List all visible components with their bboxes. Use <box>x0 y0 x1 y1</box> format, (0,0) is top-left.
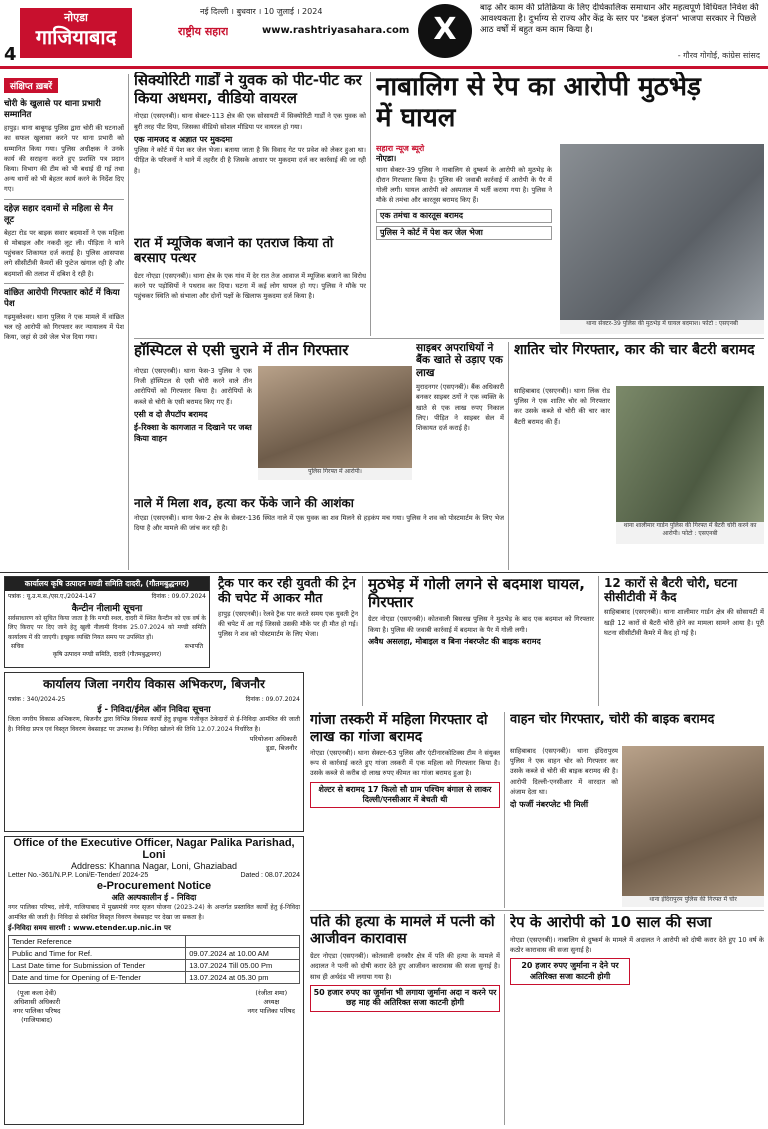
headline: ट्रैक पार कर रही युवती की ट्रेन की चपेट में आकर मौत <box>218 576 356 605</box>
subhead: ई-रिक्शा के कागजात न दिखाने पर जब्त किया वाहन <box>134 423 252 443</box>
column-rule <box>504 712 505 908</box>
headline: गांजा तस्करी में महिला गिरफ्तार दो लाख का गांजा बरामद <box>310 712 488 745</box>
row-divider <box>0 572 768 573</box>
story-rape-encounter <box>376 72 764 336</box>
edition-line2: गाजियाबाद <box>35 25 117 49</box>
story-text: नोएडा (एसएनबी)। थाना फेस-2 क्षेत्र के सेक्टर-136 स्थित नाले में एक युवक का शव मिलने से हड़कंप मच गया। पुलिस ने शव को पोस्टमार्टम के लिए भेज दिया है और मामले की जांच कर रही है। <box>134 514 504 533</box>
quote-text: बाढ़ और काम की प्रतिक्रिया के लिए दीर्घकालिक समाधान और महत्वपूर्ण विधिवत निवेश की आवश्यकता है। दुर्भाग्य से राज्य और केंद्र के स्तर पर 'डबल इंजन' भाजपा सरकार ने पिछले आठ वर्षों में बहुत कम काम किया है। <box>480 3 759 36</box>
arrest-photo <box>258 366 412 468</box>
notice-sign-left: (पूजा कला देवी) अधिशासी अधिकारी नगर पालिका परिषद (गाजियाबाद) <box>13 989 61 1025</box>
tender-cell <box>186 936 300 948</box>
tender-cell: Tender Reference <box>9 936 186 948</box>
thief-photo <box>616 386 764 522</box>
notice-text: नगर पालिका परिषद, लोनी, गाजियाबाद में मुख्यमंत्री नगर सृजन योजना (2023-24) के अन्तर्गत प्रस्तावित कार्यों हेतु ई-निविदा आमंत्रित की जाती है। निविदा से संबंधित विस्तृत विवरण वेबसाइट पर देखा जा सकता है। <box>8 904 300 921</box>
encounter-photo <box>560 144 764 320</box>
story-10-years <box>510 914 764 1125</box>
photo-caption: थाना इंदिरापुरम पुलिस की गिरफ्त में चोर <box>622 896 764 907</box>
story-encounter2 <box>368 576 594 706</box>
headline: वाहन चोर गिरफ्तार, चोरी की बाइक बरामद <box>510 712 715 727</box>
story-body <box>376 144 552 240</box>
row-divider <box>310 910 764 911</box>
notice-text: जिला नगरीय विकास अभिकरण, बिजनौर द्वारा विभिन्न विकास कार्यों हेतु इच्छुक पंजीकृत ठेकेदारों से ई-निविदा आमंत्रित की जाती है। निविदा प्रपत्र एवं विस्तृत विवरण वेबसाइट पर उपलब्ध है। निविदा खोलने की तिथि 12.07.2024 निर्धारित है। <box>8 716 300 733</box>
divider <box>4 199 124 200</box>
notice-date: दिनांक : 09.07.2024 <box>245 696 300 703</box>
story-wife <box>310 914 500 1125</box>
masthead-divider <box>0 66 768 69</box>
story-drain <box>134 496 504 570</box>
notice-header: कार्यालय जिला नगरीय विकास अभिकरण, बिजनौर <box>43 677 265 691</box>
tender-cell: Last Date time for Submission of Tender <box>9 960 186 972</box>
story-text: नोएडा (एसएनबी)। थाना सेक्टर-113 क्षेत्र की एक सोसायटी में सिक्योरिटी गार्डों ने एक युवक को बुरी तरह पीट दिया, जिसका वीडियो सोशल मीडिया पर वायरल हो गया। <box>134 112 366 131</box>
notice-sign-right: (रंजीता शमा) अध्यक्ष नगर पालिका परिषद <box>247 989 295 1016</box>
highlight-box: 50 हजार रुपए का जुर्माना भी लगाया जुर्माना अदा न करने पर छह माह की अतिरिक्त सजा काटनी होगी <box>310 985 500 1012</box>
notice-ref: पत्रांक : यू.उ.म.स./एस.ए./2024-147 <box>8 593 97 600</box>
story-hospital <box>134 342 412 492</box>
headline: हॉस्पिटल से एसी चुराने में तीन गिरफ्तार <box>134 342 349 359</box>
story-text: ग्रेटर नोएडा (एसएनबी)। कोतवाली बिसरख पुलिस ने मुठभेड़ के बाद एक बदमाश को गिरफ्तार किया है। पुलिस की जवाबी कार्रवाई में बदमाश के पैर में गोली लगी। <box>368 615 594 634</box>
brand-logo: राष्ट्रीय सहारा <box>178 25 229 38</box>
photo-caption: पुलिस गिरफ्त में आरोपी। <box>258 468 412 480</box>
brief-headline: चोरी के खुलासे पर थाना प्रभारी सम्मानित <box>4 99 101 121</box>
story-text: मुरादनगर (एसएनबी)। बैंक अधिकारी बनकर साइबर ठगों ने एक व्यक्ति के खाते से एक लाख रुपए निकाल लिए। पीड़ित ने साइबर सेल में शिकायत दर्ज कराई है। <box>416 383 504 432</box>
brief-text: हापुड़। थाना बाबूगढ़ पुलिस द्वारा चोरी की घटनाओं का सफल खुलासा करने पर थाना प्रभारी को सम्मानित किया गया। पुलिस अधीक्षक ने उनके कार्य की सराहना करते हुए प्रशस्ति पत्र प्रदान किया। विभाग की टीम को भी बधाई दी गई तथा अन्य थानों को भी बेहतर कार्य करने के निर्देश दिए गए। <box>4 124 124 194</box>
story-body <box>134 366 252 444</box>
bijnor-notice <box>4 672 304 832</box>
story-text: पुलिस ने कोर्ट में पेश कर जेल भेजा। बताया जाता है कि विवाद गेट पर प्रवेश को लेकर हुआ था। पीड़ित के परिजनों ने थाने में तहरीर दी है जिसके आधार पर मुकदमा दर्ज कर कार्रवाई की जा रही है। <box>134 146 366 175</box>
subhead: एक नामजद व अज्ञात पर मुकदमा <box>134 134 233 144</box>
story-text: ग्रेटर नोएडा (एसएनबी)। थाना क्षेत्र के एक गांव में देर रात तेज आवाज में म्यूजिक बजाने का विरोध करने पर पड़ोसियों ने पथराव कर दिया। घटना में कई लोग घायल हो गए। पुलिस ने मौके पर पहुंचकर स्थिति को संभाला और दोनों पक्षों के खिलाफ मुकदमा दर्ज किया है। <box>134 271 366 301</box>
briefs-tag: संक्षिप्त ख़बरें <box>4 78 58 93</box>
notice-date: दिनांक : 09.07.2024 <box>151 593 206 600</box>
story-bike <box>510 712 764 908</box>
notice-sign: परियोजना अधिकारी <box>249 735 297 744</box>
website-link[interactable]: www.rashtriyasahara.com <box>262 25 410 36</box>
brief-text: बेहटा रोड पर बाइक सवार बदमाशों ने एक महिला से मोबाइल और नकदी लूट ली। पीड़िता ने थाने पहुंचकर शिकायत दर्ज कराई है। पुलिस आसपास लगे सीसीटीवी कैमरों की फुटेज खंगाल रही है और बदमाशों की तलाश में दबिश दे रही है। <box>4 228 124 278</box>
briefs-column <box>4 74 124 570</box>
tender-table <box>8 935 300 984</box>
subhead: दो फर्जी नंबरप्लेट भी मिलीं <box>510 800 589 810</box>
story-car-battery <box>514 342 764 570</box>
headline: नाले में मिला शव, हत्या कर फेंके जाने की आशंका <box>134 496 354 510</box>
quote-author: - गौरव गोगोई, कांग्रेस सांसद <box>677 51 760 60</box>
tender-cell: 13.07.2024 at 05.30 pm <box>186 972 300 984</box>
story-text: ग्रेटर नोएडा (एसएनबी)। कोतवाली दनकौर क्षेत्र में पति की हत्या के मामले में अदालत ने पत्नी को दोषी करार देते हुए आजीवन कारावास की सजा सुनाई है। साथ ही अर्थदंड भी लगाया गया है। <box>310 952 500 981</box>
column-rule <box>370 72 371 336</box>
subhead: एसी व दो लैपटॉप बरामद <box>134 409 208 419</box>
story-music <box>134 236 366 336</box>
notice-title: e-Procurement Notice <box>96 880 212 892</box>
thief-photo <box>622 746 764 896</box>
photo-caption: थाना शालीमार गार्डन पुलिस की गिरफ्त में बैटरी चोरी करने का आरोपी। फोटो : एसएनबी <box>616 522 764 544</box>
story-text: थाना सेक्टर-39 पुलिस ने नाबालिग से दुष्कर्म के आरोपी को मुठभेड़ के दौरान गिरफ्तार किया है। पुलिस की जवाबी कार्रवाई में आरोपी के पैर में गोली लगी। घायल आरोपी को अस्पताल में भर्ती कराया गया है। पुलिस ने मौके से तमंचा और कारतूस बरामद किए हैं। <box>376 165 552 205</box>
notice-title: ई - निविदा/ईमेल ऑन निविदा सूचना <box>97 705 211 715</box>
column-rule <box>508 342 509 570</box>
headline: नाबालिग से रेप का आरोपी मुठभेड़ में घायल <box>376 72 701 134</box>
divider <box>4 283 124 284</box>
story-text: साहिबाबाद (एसएनबी)। थाना शालीमार गार्डन क्षेत्र की सोसायटी में खड़ी 12 कारों से बैटरी चोरी होने का मामला सामने आया है। पूरी घटना सीसीटीवी कैमरे में कैद हो गई है। <box>604 608 764 637</box>
tender-row <box>9 972 300 984</box>
notice-sign: सचिव <box>11 642 24 650</box>
dateline: नई दिल्ली । बुधवार । 10 जुलाई । 2024 <box>200 7 323 16</box>
story-ganja <box>310 712 500 908</box>
story-text: हापुड़ (एसएनबी)। रेलवे ट्रैक पार करते समय एक युवती ट्रेन की चपेट में आ गई जिससे उसकी मौके पर ही मौत हो गई। पुलिस ने शव को पोस्टमार्टम के लिए भेजा। <box>218 609 358 638</box>
headline: मुठभेड़ में गोली लगने से बदमाश घायल, गिरफ्तार <box>368 576 585 611</box>
tender-cell: Public and Time for Ref. <box>9 948 186 960</box>
headline: रात में म्यूजिक बजाने का एतराज किया तो बरसाए पत्थर <box>134 236 334 267</box>
brief-headline: वांछित आरोपी गिरफ्तार कोर्ट में किया पेश <box>4 287 120 309</box>
notice-ref: Letter No.-361/N.P.P. Loni/E-Tender/ 2024-25 <box>8 872 149 879</box>
story-text: साहिबाबाद (एसएनबी)। थाना इंदिरापुरम पुलिस ने एक वाहन चोर को गिरफ्तार कर उसके कब्जे से चोरी की बाइक बरामद की है। आरोपी दिल्ली-एनसीआर में वारदात को अंजाम देता था। <box>510 747 618 796</box>
story-body <box>514 386 610 427</box>
story-12-cars <box>604 576 764 706</box>
notice-text: सर्वसाधारण को सूचित किया जाता है कि मण्डी स्थल, दादरी में स्थित कैन्टीन को एक वर्ष के लिए किराए पर दिए जाने हेतु खुली नीलामी दिनांक 25.07.2024 को मण्डी समिति कार्यालय में की जाएगी। इच्छुक व्यक्ति नियत समय पर उपस्थित हों। <box>8 615 206 641</box>
column-rule <box>504 914 505 1125</box>
story-text: नोएडा (एसएनबी)। थाना सेक्टर-63 पुलिस और एंटीनारकोटिक्स टीम ने संयुक्त रूप से कार्रवाई करते हुए गांजा तस्करी में एक महिला को गिरफ्तार किया है। उसके कब्जे से करीब दो लाख रुपए कीमत का गांजा बरामद हुआ है। <box>310 749 500 778</box>
headline: साइबर अपराधियों ने बैंक खाते से उड़ाए एक लाख <box>416 342 503 379</box>
tender-row <box>9 948 300 960</box>
subhead: पुलिस ने कोर्ट में पेश कर जेल भेजा <box>376 226 552 240</box>
notice-sign: सभापति <box>184 642 203 650</box>
highlight-box: 20 हजार रुपए जुर्माना न देने पर अतिरिक्त सजा काटनी होगी <box>510 958 630 985</box>
notice-sign-place: डूडा, बिजनौर <box>266 744 297 753</box>
notice-ref: पत्रांक : 340/2024-25 <box>8 696 66 703</box>
story-text: साहिबाबाद (एसएनबी)। थाना लिंक रोड पुलिस ने एक शातिर चोर को गिरफ्तार कर उसके कब्जे से चोरी की चार कार बैटरी बरामद की हैं। <box>514 387 610 426</box>
notice-header: Office of the Executive Officer, Nagar Palika Parishad, Loni <box>13 837 295 861</box>
byline: सहारा न्यूज ब्यूरो <box>376 144 425 153</box>
edition-logo <box>20 8 132 58</box>
subhead: अवैध असलहा, मोबाइल व बिना नंबरप्लेट की बाइक बरामद <box>368 636 541 646</box>
tender-row <box>9 936 300 948</box>
auction-notice <box>4 576 210 668</box>
headline: पति की हत्या के मामले में पत्नी को आजीवन कारावास <box>310 914 495 948</box>
masthead <box>0 0 768 66</box>
brief-item <box>4 99 124 195</box>
brief-headline: दहेज़ सहार दवामों से महिला से मैन लूट <box>4 203 113 225</box>
column-rule <box>362 576 363 706</box>
story-cyber <box>416 342 504 494</box>
headline: सिक्योरिटी गार्डों ने युवक को पीट-पीट कर किया अधमरा, वीडियो वायरल <box>134 72 362 107</box>
edition-line1: नोएडा <box>64 11 88 24</box>
story-guards <box>134 72 366 232</box>
tender-cell: 09.07.2024 at 10.00 AM <box>186 948 300 960</box>
tender-site-label: ई-निविदा समय सारणी : www.etender.up.nic.in पर <box>8 924 171 933</box>
notice-address: Address: Khanna Nagar, Loni, Ghaziabad <box>70 861 238 871</box>
row-divider <box>134 338 764 339</box>
notice-subtitle: अति अल्पकालीन ई - निविदा <box>111 893 197 902</box>
column-rule <box>128 74 129 570</box>
story-body <box>510 746 618 810</box>
x-logo-icon: X <box>418 4 472 58</box>
brief-text: गढ़मुक्तेश्वर। थाना पुलिस ने एक मामले में वांछित चल रहे आरोपी को गिरफ्तार कर न्यायालय में पेश किया, जहां से उसे जेल भेज दिया गया। <box>4 312 124 342</box>
page-number: 4 <box>4 44 17 65</box>
tender-row <box>9 960 300 972</box>
brief-item <box>4 288 124 343</box>
tender-cell: Date and time for Opening of E-Tender <box>9 972 186 984</box>
headline: रेप के आरोपी को 10 साल की सजा <box>510 914 712 931</box>
story-text: नोएडा (एसएनबी)। थाना फेस-3 पुलिस ने एक निजी हॉस्पिटल से एसी चोरी करने वाले तीन आरोपियों को गिरफ्तार किया है। आरोपियों के कब्जे से चोरी के एसी बरामद किए गए हैं। <box>134 367 252 406</box>
notice-footer: कृषि उत्पादन मण्डी समिति, दादरी (गौतमबुद्धनगर) <box>52 650 162 658</box>
photo-caption: थाना सेक्टर-39 पुलिस की मुठभेड़ में घायल बदमाश। फोटो : एसएनबी <box>560 320 764 334</box>
notice-date: Dated : 08.07.2024 <box>240 872 300 879</box>
location: नोएडा। <box>376 154 397 164</box>
loni-notice <box>4 836 304 1125</box>
tender-cell: 13.07.2024 Till 05.00 Pm <box>186 960 300 972</box>
highlight-box: शेल्टर से बरामद 17 किलो सौ ग्राम पश्चिम बंगाल से लाकर दिल्ली/एनसीआर में बेचती थी <box>310 782 500 809</box>
notice-title: कैन्टीन नीलामी सूचना <box>71 604 143 614</box>
column-rule <box>598 576 599 706</box>
headline: शातिर चोर गिरफ्तार, कार की चार बैटरी बरामद <box>514 342 755 358</box>
story-text: नोएडा (एसएनबी)। नाबालिग से दुष्कर्म के मामले में अदालत ने आरोपी को दोषी करार देते हुए 10 वर्ष के कठोर कारावास की सजा सुनाई है। <box>510 935 764 954</box>
notice-header: कार्यालय कृषि उत्पादन मण्डी समिति दादरी, (गौतमबुद्धनगर) <box>5 577 209 591</box>
subhead: एक तमंचा व कारतूस बरामद <box>376 209 552 223</box>
headline: 12 कारों से बैटरी चोरी, घटना सीसीटीवी में कैद <box>604 576 738 605</box>
brief-item <box>4 204 124 279</box>
